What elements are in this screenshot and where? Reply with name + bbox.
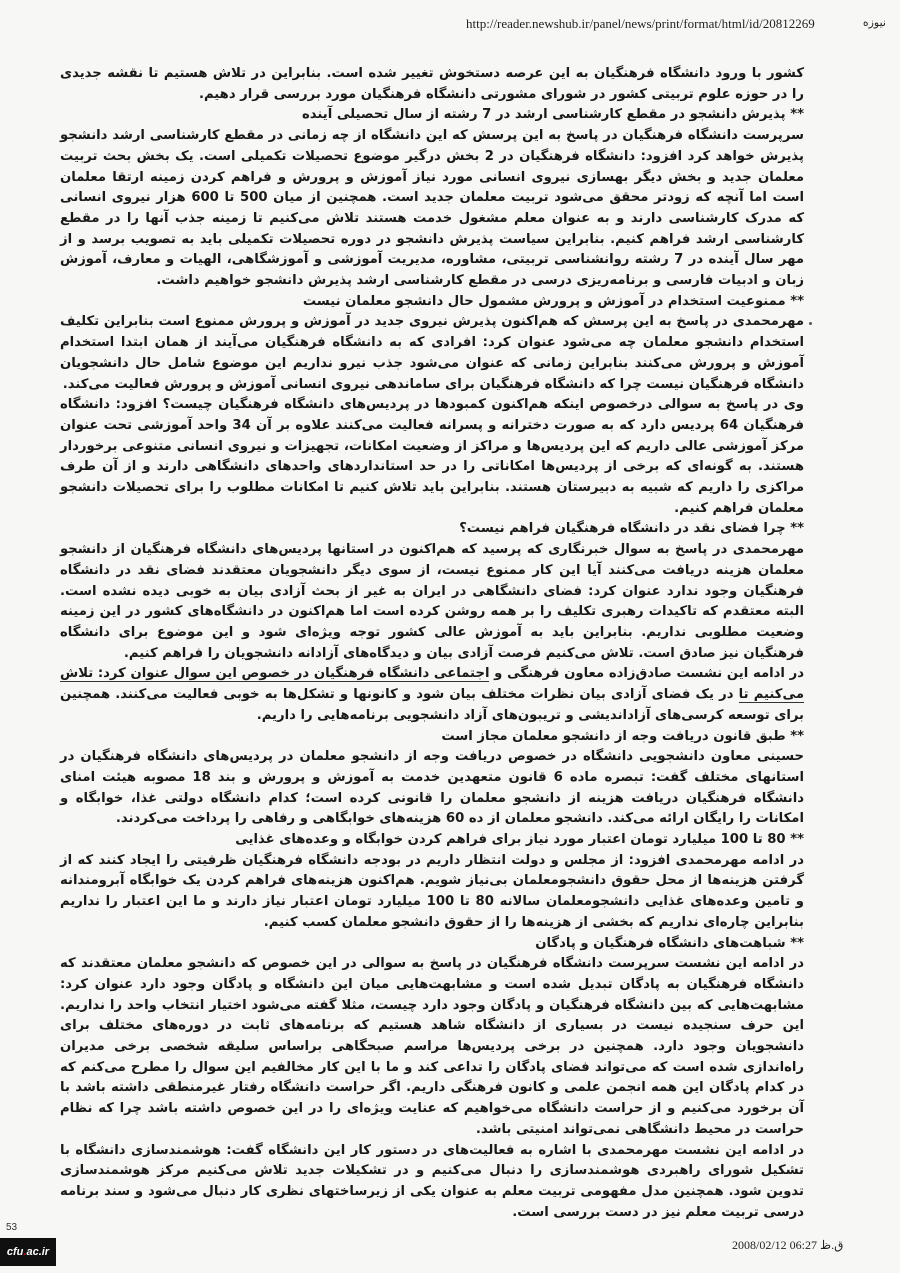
section-heading: ** 80 تا 100 میلیارد تومان اعتبار مورد نیاز برای فراهم کردن خوابگاه و وعده‌های غذایی bbox=[235, 832, 804, 848]
highlighted-text: اجتماعی دانشگاه فرهنگیان در خصوص این سوال عنوان کرد: تلاش می‌کنیم تا bbox=[60, 666, 804, 703]
paragraph: حسینی معاون دانشجویی دانشگاه در خصوص دریافت وجه از دانشجو معلمان در پردیس‌های دانشگاه فرهنگیان در استانهای مختلف گفت: تبصره ماده 6 قانون متعهدین خدمت به آموزش و پرورش و بند 18 مصوبه هیئت امنای دانشگاه فرهنگیان دریافت هزینه از دانشجو معلمان را قانونی کرده است؛ کدام دانشگاه دولتی غذا، خوابگاه و امکانات را رایگان ارائه می‌کند. دانشجو معلمان از ده 60 هزینه‌های خوابگاهی و رفاهی را پرداخت می‌کردند. bbox=[60, 749, 804, 827]
paragraph: در ادامه این نشست سرپرست دانشگاه فرهنگیان در پاسخ به سوالی در این خصوص که دانشجو معلمان معتقدند که دانشگاه فرهنگیان به پادگان تبدیل شده است و مشابهت‌هایی میان این دانشگاه و پادگان وجود دارد عنوان کرد: مشابهت‌هایی که بین دانشگاه فرهنگیان و پادگان وجود دارد چیست، مثلا گفته می‌شود اختیار انتخاب واحد را نداریم. این حرف سنجیده نیست در بسیاری از دانشگاه شاهد هستیم که برنامه‌های ثابت در دوره‌های مختلف برای دانشجویان وجود دارد. همچنین در برخی پردیس‌ها مراسم صبحگاهی براساس سلیقه شخصی برخی مدیران راه‌اندازی شده است که می‌تواند فضای پادگان را تداعی کند و ما با این کار مخالفیم این سوال را مطرح می‌کنم که در کدام پادگان این همه انجمن علمی و کانون فرهنگی داریم. اگر حراست دانشگاه رفتار غیرمنطقی داشته باشد با آن برخورد می‌کنیم و از حراست دانشگاه می‌خواهیم که عنایت ویژه‌ای را در این خصوص داشته باشد چرا که نظام حراست در محیط دانشگاهی نمی‌تواند امنیتی باشد. bbox=[60, 956, 804, 1137]
section-heading: ** ممنوعیت استخدام در آموزش و پرورش مشمول حال دانشجو معلمان نیست bbox=[302, 293, 804, 309]
margin-dot bbox=[809, 322, 812, 325]
paragraph: کشور با ورود دانشگاه فرهنگیان به این عرصه دستخوش تغییر شده است. بنابراین در تلاش هستیم تا نقشه جدیدی را در حوزه علوم تربیتی کشور در شورای مشورتی دانشگاه فرهنگیان مورد بررسی قرار دهیم. bbox=[60, 66, 804, 102]
section-heading: ** پذیرش دانشجو در مقطع کارشناسی ارشد در 7 رشته از سال تحصیلی آینده bbox=[301, 107, 804, 123]
site-brand: نیوزه bbox=[862, 16, 886, 29]
page-number: 53 bbox=[6, 1222, 18, 1233]
logo-text: cfu bbox=[6, 1246, 24, 1258]
print-timestamp: ق.ظ 06:27 2008/02/12 bbox=[732, 1238, 844, 1252]
paragraph bbox=[60, 664, 804, 726]
source-url[interactable]: http://reader.newshub.ir/panel/news/print/format/html/id/20812269 bbox=[466, 16, 815, 31]
logo-domain: ac.ir bbox=[26, 1246, 50, 1258]
section-heading: ** طبق قانون دریافت وجه از دانشجو معلمان مجاز است bbox=[441, 728, 804, 744]
section-heading: ** چرا فضای نقد در دانشگاه فرهنگیان فراهم نیست؟ bbox=[459, 521, 804, 537]
paragraph-rest: در یک فضای آزادی بیان نظرات مختلف بیان شود و کانونها و تشکل‌ها به خوبی فعالیت می‌کنند. همچنین برای توسعه کرسی‌های آزاداندیشی و تریبون‌های آزاد دانشجویی برنامه‌هایی را داریم. bbox=[60, 687, 804, 723]
paragraph-start: در ادامه این نشست صادق‌زاده معاون فرهنگی و bbox=[489, 666, 804, 682]
section-heading: ** شباهت‌های دانشگاه فرهنگیان و پادگان bbox=[535, 935, 804, 951]
logo-dot: . bbox=[23, 1246, 27, 1258]
paragraph: مهرمحمدی در پاسخ به این پرسش که هم‌اکنون پذیرش نیروی جدید در آموزش و پرورش ممنوع است بنابراین تکلیف استخدام دانشجو معلمان چه می‌شود عنوان کرد: افرادی که به دانشگاه فرهنگیان می‌آیند از همان ابتدا استخدام آموزش و پرورش می‌کنند بنابراین زمانی که عنوان می‌شود جذب نیرو نداریم این موضوع شامل حال دانشجویان دانشگاه فرهنگیان نیست چرا که دانشگاه فرهنگیان برای ساماندهی نیروی انسانی آموزش و پرورش فعالیت می‌کند. bbox=[60, 314, 804, 392]
paragraph: در ادامه این نشست مهرمحمدی با اشاره به فعالیت‌های در دستور کار این دانشگاه گفت: هوشمندسازی دانشگاه با تشکیل شورای راهبردی هوشمندسازی را دنبال می‌کنیم و در تشکیلات جدید تلاش می‌کنیم مرکز هوشمندسازی تدوین شود. همچنین مدل مفهومی تربیت معلم به عنوان یکی از زیرساختهای نظری کار دنبال می‌شود و سند برنامه درسی تربیت معلم نیز در دست بررسی است. bbox=[60, 1142, 804, 1220]
print-header bbox=[0, 14, 900, 36]
paragraph: در ادامه مهرمحمدی افزود: از مجلس و دولت انتظار داریم در بودجه دانشگاه فرهنگیان ظرفیتی را ایجاد کنند که از گرفتن هزینه‌ها از محل حقوق دانشجومعلمان بی‌نیاز شویم. هم‌اکنون هزینه‌های فراهم کردن یک خوابگاه آبرومندانه و تامین وعده‌های غذایی دانشجومعلمان سالانه 80 تا 100 میلیارد تومان اعتبار نیاز دارند و ما این اعتبار را نداریم بنابراین چاره‌ای نداریم که بخشی از هزینه‌ها را از حقوق دانشجو معلمان کسب کنیم. bbox=[60, 852, 804, 930]
paragraph: وی در پاسخ به سوالی درخصوص اینکه هم‌اکنون کمبودها در پردیس‌های دانشگاه فرهنگیان چیست؟ افزود: دانشگاه فرهنگیان 64 پردیس دارد که به صورت دخترانه و پسرانه فعالیت می‌کنند علاوه بر آن 34 واحد آموزشی تحت عنوان مرکز آموزشی عالی داریم که این پردیس‌ها و مراکز از وضعیت امکانات، تجهیزات و نیروی انسانی متنوعی برخوردار هستند. به گونه‌ای که برخی از پردیس‌ها امکاناتی را در حد استانداردهای واحدهای دانشگاهی دارند و از آن طرف مراکزی را داریم که شبیه به دبیرستان هستند. بنابراین باید تلاش کنیم تا امکانات مطلوب را برای تحصیلات دانشجو معلمان فراهم کنیم. bbox=[60, 397, 804, 516]
paragraph: سرپرست دانشگاه فرهنگیان در پاسخ به این پرسش که این دانشگاه از چه زمانی در مقطع کارشناسی ارشد دانشجو پذیرش خواهد کرد افزود: دانشگاه فرهنگیان در 2 بخش درگیر موضوع تحصیلات تکمیلی است. یک بخش بحث تربیت معلمان جدید و بخش دیگر بهسازی نیروی انسانی مورد نیاز آموزش و پرورش و فراهم کردن زمینه ارتقا معلمان است اما آنچه که زودتر محقق می‌شود تربیت معلمان جدید است. همچنین از میان 500 تا 600 هزار نیروی انسانی که مدرک کارشناسی دارند و به عنوان معلم مشغول خدمت هستند تلاش می‌کنیم تا زمینه جذب آنها را در مقطع کارشناسی ارشد فراهم کنیم. بنابراین سیاست پذیرش دانشجو در دوره تحصیلات تکمیلی باید به تصویب برسد و از مهر سال آینده در 7 رشته روانشناسی تربیتی، مشاوره، مدیریت آموزشی و آموزشگاهی، الهیات و معارف، آموزش زبان و ادبیات فارسی و برنامه‌ریزی درسی در مقطع کارشناسی ارشد پذیرش دانشجو خواهیم داشت. bbox=[60, 128, 804, 289]
article-body bbox=[60, 64, 804, 1223]
paragraph: مهرمحمدی در پاسخ به سوال خبرنگاری که پرسید که هم‌اکنون در استانها پردیس‌های دانشگاه فرهنگیان از دانشجو معلمان هزینه دریافت می‌کنند آیا این کار ممنوع نیست، از سوی دیگر دانشجویان معتقدند فضای نقد در دانشگاه فرهنگیان وجود ندارد عنوان کرد: فضای دانشگاهی در ایران به غیر از بحث آزادی بیان به خوبی دیده نشده است. البته معتقدم که تاکیدات رهبری تکلیف را بر همه روشن کرده است اما هم‌اکنون در دانشگاه‌های کشور در این زمینه وضعیت مطلوبی نداریم. بنابراین باید به آموزش عالی کشور توجه ویژه‌ای شود و این موضوع برای دانشگاه فرهنگیان نیز صادق است. تلاش می‌کنیم فرصت آزادی بیان و دیدگاه‌های آزادانه دانشجویان را فراهم کنیم. bbox=[60, 542, 804, 661]
cfu-logo bbox=[0, 1238, 56, 1266]
